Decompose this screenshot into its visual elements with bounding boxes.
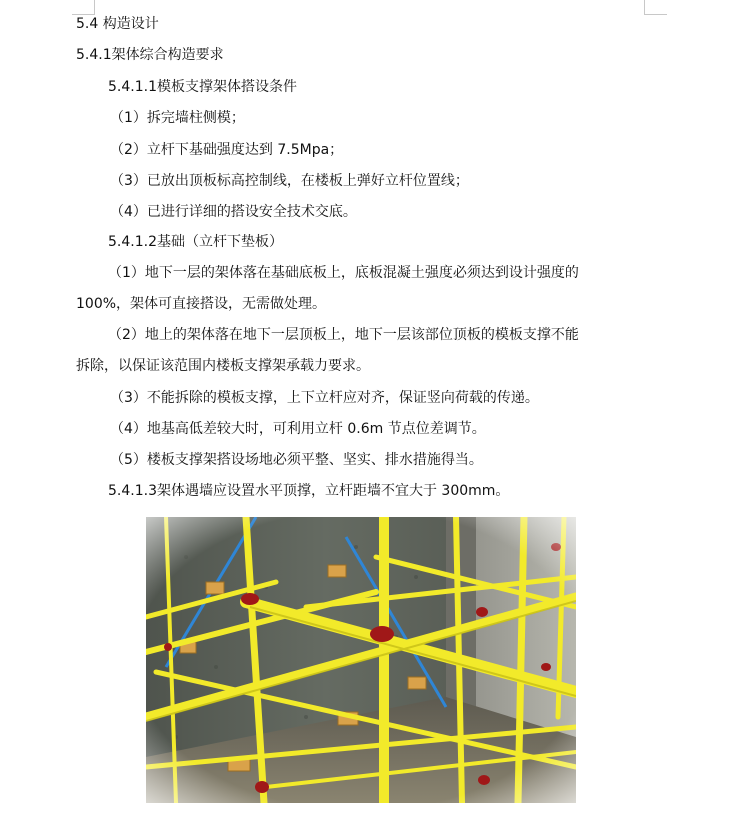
list-item: （2）立杆下基础强度达到 7.5Mpa； — [110, 142, 344, 158]
scaffold-render-image — [146, 517, 576, 803]
paragraph-line: 拆除，以保证该范围内楼板支撑架承载力要求。 — [76, 358, 370, 374]
paragraph-line: （1）地下一层的架体落在基础底板上，底板混凝土强度必须达到设计强度的 — [108, 265, 579, 281]
list-item: （3）已放出顶板标高控制线，在楼板上弹好立杆位置线； — [110, 173, 469, 189]
paragraph-line: （4）地基高低差较大时，可利用立杆 0.6m 节点位差调节。 — [110, 421, 486, 437]
page-corner-mark-left — [72, 0, 95, 15]
page-corner-mark-right — [644, 0, 667, 15]
heading-5-4: 5.4 构造设计 — [76, 16, 159, 32]
list-item: （4）已进行详细的搭设安全技术交底。 — [110, 204, 357, 220]
section-5-4-1-2-title: 5.4.1.2基础（立杆下垫板） — [108, 234, 283, 250]
heading-5-4-1: 5.4.1架体综合构造要求 — [76, 47, 224, 63]
list-item: （1）拆完墙柱侧模； — [110, 110, 245, 126]
paragraph-line: （2）地上的架体落在地下一层顶板上，地下一层该部位顶板的模板支撑不能 — [108, 327, 579, 343]
paragraph-line: 100%，架体可直接搭设，无需做处理。 — [76, 296, 327, 312]
paragraph-line: （3）不能拆除的模板支撑，上下立杆应对齐，保证竖向荷载的传递。 — [110, 390, 539, 406]
paragraph-line: （5）楼板支撑架搭设场地必须平整、坚实、排水措施得当。 — [110, 452, 483, 468]
section-5-4-1-1-title: 5.4.1.1模板支撑架体搭设条件 — [108, 79, 297, 95]
section-5-4-1-3-title: 5.4.1.3架体遇墙应设置水平顶撑，立杆距墙不宜大于 300mm。 — [108, 483, 510, 499]
